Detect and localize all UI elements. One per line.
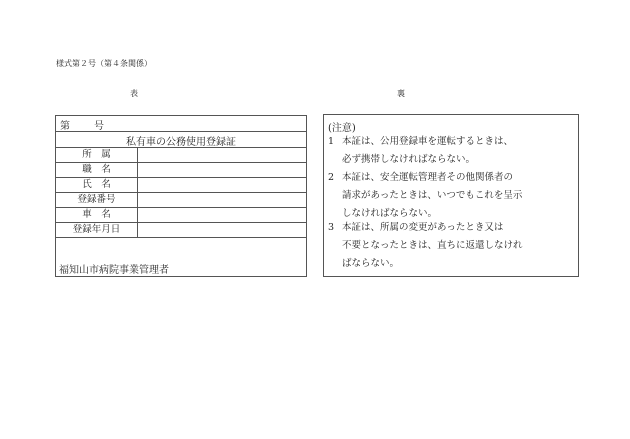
field-value-name (138, 178, 306, 192)
field-row-vehicle-name (56, 208, 306, 223)
card-title: 私有車の公務使用登録証 (126, 137, 236, 148)
field-label-vehicle-name: 車 名 (56, 208, 138, 222)
note-2-line-1: 本証は、安全運転管理者その他関係者の (342, 172, 514, 183)
field-label-registration-date: 登録年月日 (56, 223, 138, 237)
field-value-vehicle-name (138, 208, 306, 222)
card-title-row (56, 132, 306, 148)
field-row-affiliation (56, 148, 306, 163)
field-label-name: 氏 名 (56, 178, 138, 192)
field-value-registration-number (138, 193, 306, 207)
back-side-label: 裏 (397, 89, 405, 98)
note-3-line-2: 不要となったときは、直ちに返還しなけれ (342, 240, 523, 251)
field-row-registration-number (56, 193, 306, 208)
field-row-name (56, 178, 306, 193)
registration-card-front (55, 115, 307, 277)
field-row-registration-date (56, 223, 306, 238)
note-3-number: 3 (328, 222, 335, 233)
notes-title: (注意) (328, 123, 356, 134)
note-3-line-1: 本証は、所属の変更があったとき又は (342, 222, 504, 233)
field-value-affiliation (138, 148, 306, 162)
note-1-line-2: 必ず携帯しなければならない。 (342, 154, 476, 165)
card-number-prefix: 第 (60, 121, 70, 132)
registration-card-back (323, 114, 579, 277)
note-2-line-3: しなければならない。 (342, 208, 438, 219)
field-row-job-title (56, 163, 306, 178)
note-2-line-2: 請求があったときは、いつでもこれを呈示 (342, 190, 523, 201)
note-1-line-1: 本証は、公用登録車を運転するときは、 (342, 136, 514, 147)
field-label-affiliation: 所 属 (56, 148, 138, 162)
field-value-registration-date (138, 223, 306, 237)
note-3-line-3: ばならない。 (342, 258, 400, 269)
card-number-suffix: 号 (94, 121, 104, 132)
card-number-row (56, 116, 306, 132)
field-label-job-title: 職 名 (56, 163, 138, 177)
form-number-label: 様式第２号（第４条関係） (56, 59, 152, 68)
note-2-number: 2 (328, 172, 335, 183)
issuer-name: 福知山市病院事業管理者 (59, 265, 169, 276)
front-side-label: 表 (130, 89, 138, 98)
field-label-registration-number: 登録番号 (56, 193, 138, 207)
field-value-job-title (138, 163, 306, 177)
note-1-number: 1 (328, 136, 335, 147)
